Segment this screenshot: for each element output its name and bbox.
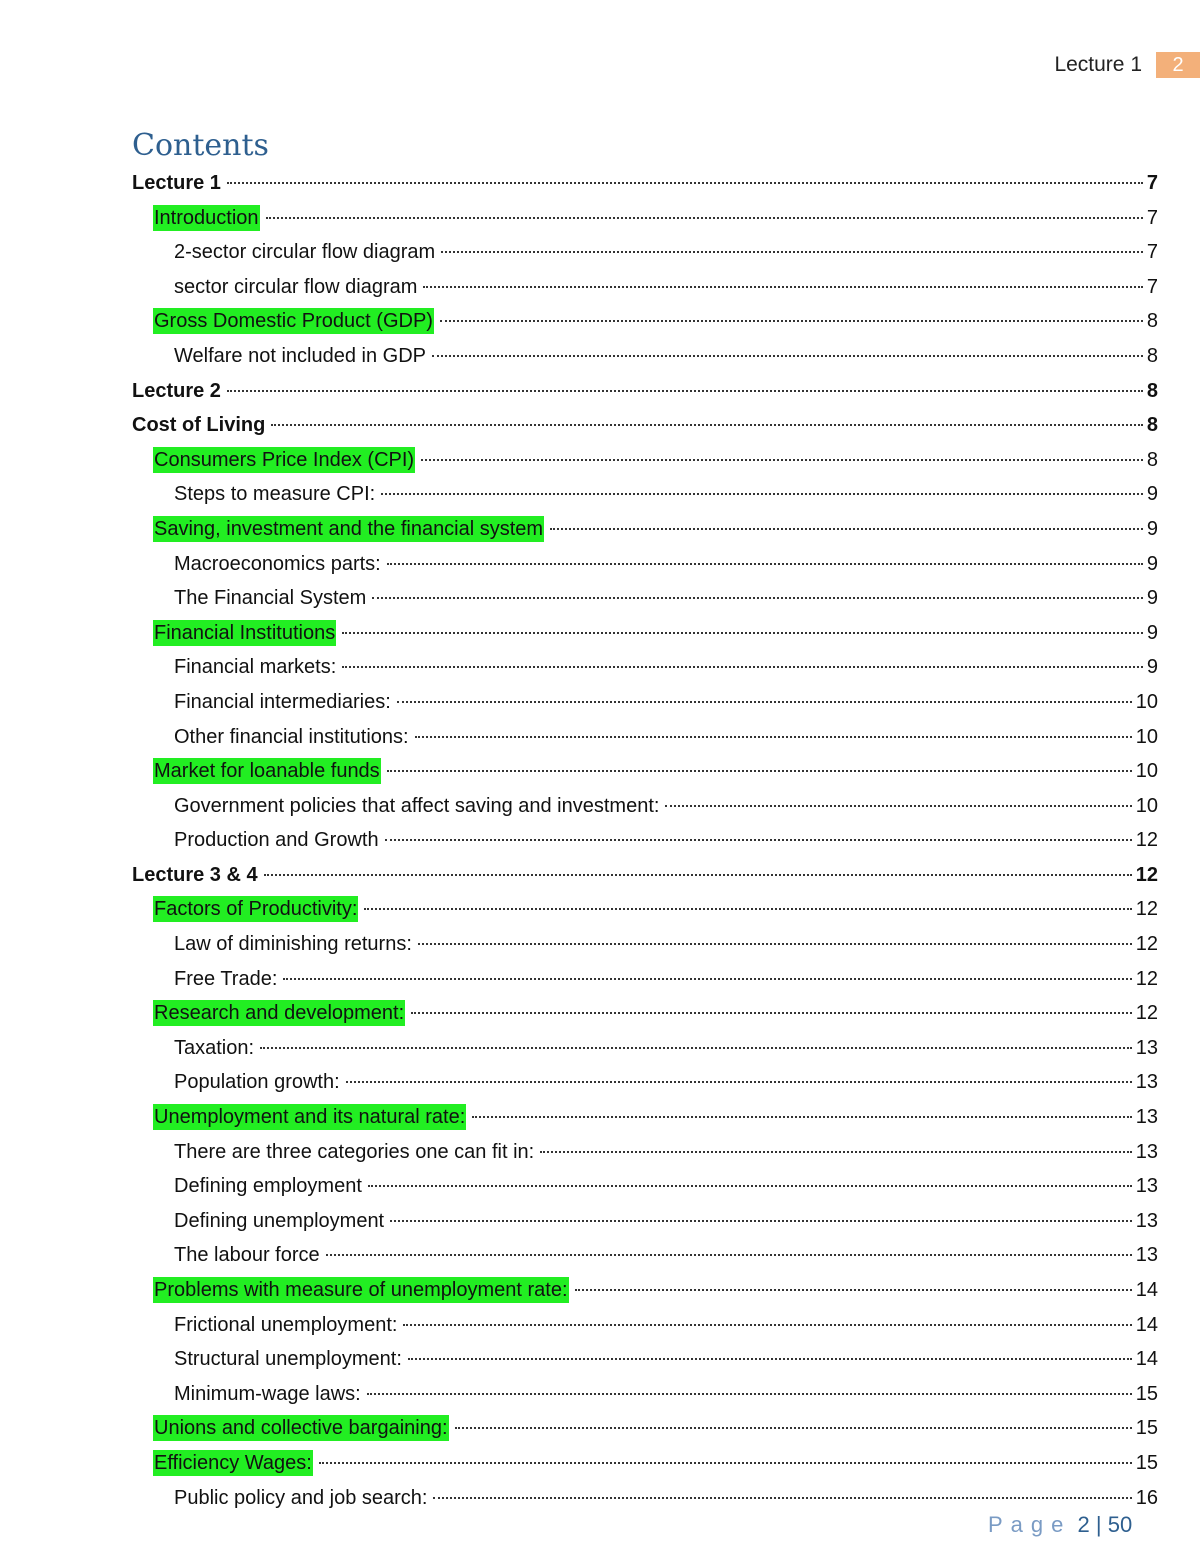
toc-entry-label: Defining unemployment — [174, 1209, 385, 1232]
toc-leader-dots — [227, 389, 1143, 392]
toc-entry-page: 15 — [1135, 1451, 1158, 1474]
toc-entry[interactable] — [132, 581, 1158, 616]
toc-leader-dots — [433, 1496, 1131, 1499]
toc-entry[interactable] — [132, 927, 1158, 962]
toc-leader-dots — [403, 1323, 1131, 1326]
toc-entry-label: sector circular flow diagram — [174, 275, 418, 298]
toc-leader-dots — [472, 1115, 1131, 1118]
toc-entry-label: Unemployment and its natural rate: — [154, 1106, 466, 1129]
toc-leader-dots — [575, 1288, 1132, 1291]
toc-entry-label: Problems with measure of unemployment rate: — [154, 1279, 568, 1301]
toc-entry[interactable] — [132, 720, 1158, 755]
toc-entry-page: 13 — [1135, 1244, 1158, 1267]
toc-entry[interactable] — [132, 789, 1158, 824]
toc-entry-label: Public policy and job search: — [174, 1486, 428, 1509]
toc-entry[interactable] — [132, 339, 1158, 374]
toc-title: Contents — [132, 128, 269, 163]
toc-leader-dots — [266, 216, 1143, 219]
toc-entry[interactable] — [132, 962, 1158, 997]
toc-entry-page: 13 — [1135, 1106, 1158, 1129]
toc-entry-page: 8 — [1146, 310, 1158, 333]
toc-entry-page: 9 — [1146, 552, 1158, 575]
toc-entry-page: 7 — [1146, 241, 1158, 264]
toc-entry-page: 14 — [1135, 1313, 1158, 1336]
toc-leader-dots — [342, 631, 1143, 634]
toc-entry-page: 8 — [1146, 414, 1158, 437]
toc-leader-dots — [372, 596, 1143, 599]
page-header — [1054, 50, 1200, 80]
toc-leader-dots — [432, 354, 1143, 357]
toc-leader-dots — [387, 562, 1143, 565]
toc-leader-dots — [342, 665, 1143, 668]
toc-entry[interactable] — [132, 1481, 1158, 1516]
toc-leader-dots — [665, 804, 1131, 807]
toc-entry-label: 2-sector circular flow diagram — [174, 241, 436, 264]
toc-leader-dots — [390, 1219, 1132, 1222]
toc-leader-dots — [421, 458, 1143, 461]
toc-entry-label: Gross Domestic Product (GDP) — [154, 310, 433, 333]
toc-entry-page: 8 — [1146, 344, 1158, 367]
toc-entry-page: 9 — [1146, 517, 1158, 540]
toc-leader-dots — [441, 250, 1143, 253]
toc-entry[interactable] — [132, 754, 1158, 789]
toc-leader-dots — [367, 1392, 1132, 1395]
toc-entry-page: 13 — [1135, 1036, 1158, 1059]
toc-entry-label: Defining employment — [174, 1175, 362, 1198]
toc-entry-label: Lecture 3 & 4 — [132, 863, 258, 886]
toc-entry-label: Efficiency Wages: — [154, 1451, 312, 1474]
toc-entry-page: 12 — [1135, 967, 1158, 990]
toc-entry-page: 9 — [1146, 483, 1158, 506]
toc-entry[interactable] — [132, 1342, 1158, 1377]
toc-entry-page: 7 — [1146, 172, 1158, 194]
toc-entry-label: Financial Institutions — [154, 621, 336, 644]
toc-entry[interactable] — [132, 1169, 1158, 1204]
toc-entry-label: Welfare not included in GDP — [174, 344, 426, 367]
toc-leader-dots — [385, 838, 1132, 841]
toc-entry[interactable] — [132, 1308, 1158, 1343]
toc-entry-label: Government policies that affect saving and investment: — [174, 794, 660, 817]
toc-entry-label: The labour force — [174, 1244, 320, 1267]
toc-entry[interactable] — [132, 823, 1158, 858]
toc-entry[interactable] — [132, 1031, 1158, 1066]
toc-entry[interactable] — [132, 1100, 1158, 1135]
toc-entry-page: 13 — [1135, 1071, 1158, 1094]
toc-entry-page: 12 — [1135, 863, 1158, 886]
toc-entry-page: 12 — [1135, 933, 1158, 956]
toc-entry-label: Free Trade: — [174, 967, 278, 990]
toc-entry[interactable] — [132, 304, 1158, 339]
toc-entry-label: Introduction — [154, 206, 259, 229]
toc-leader-dots — [260, 1046, 1132, 1049]
toc-entry-page: 13 — [1135, 1209, 1158, 1232]
toc-leader-dots — [346, 1080, 1132, 1083]
toc-entry[interactable] — [132, 616, 1158, 651]
toc-leader-dots — [283, 977, 1131, 980]
header-page-number: 2 — [1156, 52, 1200, 78]
toc-leader-dots — [227, 181, 1143, 184]
toc-entry[interactable] — [132, 996, 1158, 1031]
toc-entry-page: 14 — [1135, 1279, 1158, 1301]
toc-entry-label: Lecture 2 — [132, 379, 221, 402]
toc-entry-page: 15 — [1135, 1382, 1158, 1405]
toc-entry-page: 14 — [1135, 1348, 1158, 1371]
toc-entry-label: The Financial System — [174, 587, 367, 610]
toc-entry-label: Market for loanable funds — [154, 760, 380, 783]
toc-entry[interactable] — [132, 685, 1158, 720]
table-of-contents — [132, 166, 1158, 1515]
toc-entry-label: Other financial institutions: — [174, 725, 409, 748]
toc-entry-page: 7 — [1146, 206, 1158, 229]
toc-entry[interactable] — [132, 1204, 1158, 1239]
toc-leader-dots — [411, 1011, 1132, 1014]
footer-current-page: 2 — [1077, 1512, 1090, 1537]
toc-entry-label: Consumers Price Index (CPI) — [154, 448, 415, 471]
toc-entry-page: 13 — [1135, 1175, 1158, 1198]
toc-entry-page: 10 — [1135, 690, 1158, 713]
toc-entry[interactable] — [132, 270, 1158, 305]
toc-entry[interactable] — [132, 477, 1158, 512]
toc-entry[interactable] — [132, 235, 1158, 270]
toc-entry-label: Structural unemployment: — [174, 1348, 402, 1371]
toc-entry-label: Unions and collective bargaining: — [154, 1417, 448, 1440]
toc-entry-page: 10 — [1135, 760, 1158, 783]
toc-entry-page: 9 — [1146, 656, 1158, 679]
toc-entry-label: Financial intermediaries: — [174, 690, 391, 713]
toc-entry-page: 12 — [1135, 898, 1158, 921]
toc-entry-label: Cost of Living — [132, 414, 266, 437]
toc-entry-label: Minimum-wage laws: — [174, 1382, 361, 1405]
toc-leader-dots — [440, 319, 1143, 322]
toc-entry-label: Population growth: — [174, 1071, 340, 1094]
toc-leader-dots — [397, 700, 1132, 703]
toc-entry[interactable] — [132, 408, 1158, 443]
toc-entry-page: 9 — [1146, 587, 1158, 610]
toc-entry-label: There are three categories one can fit in: — [174, 1140, 535, 1163]
toc-leader-dots — [455, 1426, 1132, 1429]
toc-entry[interactable] — [132, 374, 1158, 409]
toc-entry-label: Frictional unemployment: — [174, 1313, 398, 1336]
toc-entry[interactable] — [132, 1377, 1158, 1412]
toc-entry-label: Macroeconomics parts: — [174, 552, 381, 575]
toc-entry[interactable] — [132, 547, 1158, 582]
toc-entry-label: Lecture 1 — [132, 172, 221, 194]
toc-entry-label: Law of diminishing returns: — [174, 933, 412, 956]
toc-leader-dots — [364, 907, 1131, 910]
toc-entry-page: 8 — [1146, 379, 1158, 402]
toc-entry[interactable] — [132, 650, 1158, 685]
toc-entry-label: Production and Growth — [174, 829, 379, 852]
toc-entry[interactable] — [132, 892, 1158, 927]
toc-leader-dots — [381, 492, 1143, 495]
toc-entry[interactable] — [132, 1446, 1158, 1481]
toc-entry-label: Steps to measure CPI: — [174, 483, 376, 506]
toc-leader-dots — [423, 285, 1142, 288]
toc-entry-page: 12 — [1135, 829, 1158, 852]
toc-entry-page: 7 — [1146, 275, 1158, 298]
toc-leader-dots — [326, 1253, 1132, 1256]
toc-entry[interactable] — [132, 1065, 1158, 1100]
toc-entry[interactable] — [132, 201, 1158, 236]
toc-entry-page: 10 — [1135, 725, 1158, 748]
page-footer — [988, 1512, 1132, 1538]
toc-leader-dots — [264, 873, 1132, 876]
toc-leader-dots — [271, 423, 1143, 426]
toc-leader-dots — [418, 942, 1132, 945]
toc-entry-page: 12 — [1135, 1002, 1158, 1025]
toc-entry[interactable] — [132, 1238, 1158, 1273]
toc-entry[interactable] — [132, 1273, 1158, 1308]
footer-separator: | — [1095, 1512, 1102, 1537]
toc-entry-page: 15 — [1135, 1417, 1158, 1440]
toc-entry-label: Research and development: — [154, 1002, 405, 1025]
toc-entry-label: Saving, investment and the financial system — [154, 517, 544, 540]
toc-leader-dots — [368, 1184, 1132, 1187]
toc-entry-page: 13 — [1135, 1140, 1158, 1163]
toc-entry[interactable] — [132, 166, 1158, 201]
toc-entry[interactable] — [132, 512, 1158, 547]
toc-entry[interactable] — [132, 443, 1158, 478]
toc-entry[interactable] — [132, 858, 1158, 893]
toc-leader-dots — [387, 769, 1132, 772]
toc-entry-label: Factors of Productivity: — [154, 898, 358, 921]
toc-leader-dots — [540, 1150, 1132, 1153]
toc-leader-dots — [550, 527, 1143, 530]
toc-entry[interactable] — [132, 1135, 1158, 1170]
toc-entry-page: 8 — [1146, 448, 1158, 471]
toc-entry-label: Financial markets: — [174, 656, 337, 679]
footer-total-pages: 50 — [1107, 1512, 1133, 1537]
toc-entry-page: 9 — [1146, 621, 1158, 644]
toc-leader-dots — [319, 1461, 1132, 1464]
toc-entry-page: 10 — [1135, 794, 1158, 817]
footer-page-word: Page — [988, 1512, 1072, 1537]
toc-entry-label: Taxation: — [174, 1036, 255, 1059]
header-title: Lecture 1 — [1054, 53, 1142, 76]
toc-leader-dots — [415, 735, 1132, 738]
toc-entry[interactable] — [132, 1411, 1158, 1446]
toc-leader-dots — [408, 1357, 1132, 1360]
toc-entry-page: 16 — [1135, 1486, 1158, 1509]
